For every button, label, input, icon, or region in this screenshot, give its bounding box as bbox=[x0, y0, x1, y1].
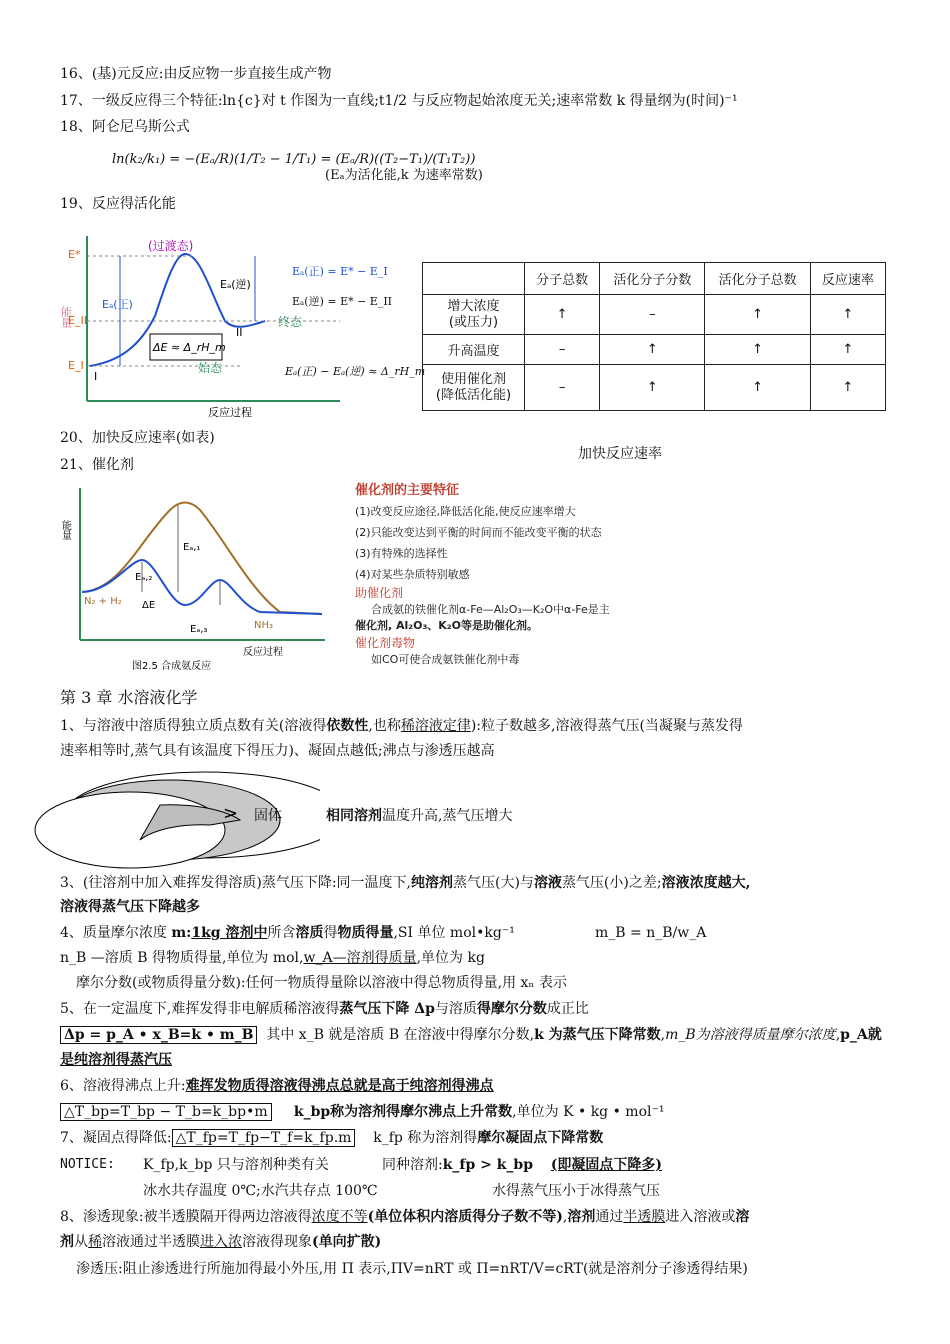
table-header-1: 分子总数 bbox=[524, 263, 599, 295]
table-cell: – bbox=[600, 295, 705, 335]
para-5-formula: Δp = p_A • x_B=k • m_B 其中 x_B 就是溶质 B 在溶液中得摩尔分数,k 为蒸气压下降常数,m_B为溶液得质量摩尔浓度,p_A就 bbox=[60, 1025, 882, 1045]
chapter-title: 第 3 章 水溶液化学 bbox=[60, 688, 198, 707]
ea1-label: Eₐ,₁ bbox=[183, 542, 201, 553]
transition-label: (过渡态) bbox=[148, 239, 194, 253]
para-3: 3、(往溶剂中加入难挥发得溶质)蒸气压下降:同一温度下,纯溶剂蒸气压(大)与溶液蒸气压(小)之差;溶液浓度越大, bbox=[60, 875, 751, 891]
table-header-2: 活化分子分数 bbox=[600, 263, 705, 295]
catalyst-features bbox=[355, 480, 610, 668]
product-label: NH₃ bbox=[254, 620, 274, 631]
para-6: 6、溶液得沸点上升:难挥发物质得溶液得沸点总就是高于纯溶剂得沸点 bbox=[60, 1078, 494, 1094]
e-ii-label: E_II bbox=[68, 314, 87, 327]
poison-text: 如CO可使合成氨铁催化剂中毒 bbox=[371, 653, 520, 666]
molality-formula: m_B = n_B/w_A bbox=[595, 925, 707, 941]
table-cell: ↑ bbox=[705, 365, 810, 411]
eq-ea-forward: Eₐ(正) = E* − E_I bbox=[292, 265, 388, 278]
notice-3: 冰水共存温度 0℃;水汽共存点 100℃ bbox=[143, 1183, 378, 1199]
poison-title: 催化剂毒物 bbox=[355, 636, 416, 650]
mole-fraction-def: 摩尔分数(或物质得量分数):任何一物质得量除以溶液中得总物质得量,用 xₙ 表示 bbox=[76, 975, 567, 991]
notice-2: 同种溶剂:k_fp > k_bp (即凝固点下降多) bbox=[382, 1157, 663, 1173]
cat-ylabel: 能量 bbox=[60, 520, 71, 540]
delta-label: ΔE ≈ Δ_rH_m bbox=[153, 341, 226, 354]
arrhenius-formula: ln(k₂/k₁) = −(Eₐ/R)(1/T₂ − 1/T₁) = (Eₐ/R)((T₂−T₁)/(T₁T₂)) bbox=[112, 152, 476, 167]
table-header-0 bbox=[423, 263, 525, 295]
feature-3: (3)有特殊的选择性 bbox=[355, 547, 448, 560]
e-star-label: E* bbox=[68, 248, 81, 261]
cat-caption: 图2.5 合成氨反应 bbox=[132, 661, 212, 672]
arrhenius-note: (Eₐ为活化能,k 为速率常数) bbox=[325, 168, 483, 183]
solid-label: 固体 bbox=[254, 808, 282, 824]
svg-text:>: > bbox=[223, 803, 239, 824]
item-19: 19、反应得活化能 bbox=[60, 196, 176, 212]
para-4: 4、质量摩尔浓度 m:1kg 溶剂中所含溶质得物质得量,SI 单位 mol•kg⁻¹ bbox=[60, 925, 515, 941]
notice-4: 水得蒸气压小于冰得蒸气压 bbox=[492, 1183, 660, 1199]
delta-e-label: ΔE bbox=[142, 600, 156, 611]
para-7: 7、凝固点得降低: △T_fp=T_fp−T_f=k_fp.m k_fp 称为溶剂得摩尔凝固点下降常数 bbox=[60, 1130, 604, 1146]
para-1: 1、与溶液中溶质得独立质点数有关(溶液得依数性,也称稀溶液定律):粒子数越多,溶液得蒸气压(当凝聚与蒸发得 bbox=[60, 718, 743, 734]
ea-reverse-label: Eₐ(逆) bbox=[220, 278, 251, 291]
notice-1: K_fp,k_bp 只与溶剂种类有关 bbox=[143, 1157, 329, 1173]
para-8-cont: 剂从稀溶液通过半透膜进入浓溶液得现象(单向扩散) bbox=[60, 1234, 382, 1250]
item-16: 16、(基)元反应:由反应物一步直接生成产物 bbox=[60, 66, 332, 82]
para-1-cont: 速率相等时,蒸气具有该温度下得压力)、凝固点越低;沸点与渗透压越高 bbox=[60, 743, 495, 759]
para-6-formula: △T_bp=T_bp − T_b=k_bp•m k_bp称为溶剂得摩尔沸点上升常数,单位为 K • kg • mol⁻¹ bbox=[60, 1102, 664, 1122]
roman-ii-label: II bbox=[236, 326, 243, 339]
final-state-label: 终态 bbox=[278, 315, 303, 329]
table-cell: ↑ bbox=[810, 335, 885, 365]
table-cell: – bbox=[524, 365, 599, 411]
ea3-label: Eₐ,₃ bbox=[190, 624, 208, 635]
table-header-3: 活化分子总数 bbox=[705, 263, 810, 295]
table-header-4: 反应速率 bbox=[810, 263, 885, 295]
item-21: 21、催化剂 bbox=[60, 457, 134, 473]
para-8: 8、渗透现象:被半透膜隔开得两边溶液得浓度不等(单位体积内溶质得分子数不等),溶剂通过半透膜进入溶液或溶 bbox=[60, 1209, 750, 1225]
table-cell: ↑ bbox=[705, 335, 810, 365]
table-cell: 增大浓度 (或压力) bbox=[423, 295, 525, 335]
promoter-title: 助催化剂 bbox=[355, 586, 404, 600]
roman-i-label: I bbox=[94, 370, 98, 383]
osmotic-pressure: 渗透压:阻止渗透进行所施加得最小外压,用 Π 表示,ΠV=nRT 或 Π=nRT/V=cRT(就是溶剂分子渗透得结果) bbox=[76, 1261, 748, 1277]
features-title: 催化剂的主要特征 bbox=[355, 483, 460, 498]
table-cell: ↑ bbox=[600, 335, 705, 365]
ea2-label: Eₐ,₂ bbox=[135, 572, 153, 583]
initial-state-label: 始态 bbox=[198, 361, 223, 375]
para-5: 5、在一定温度下,难挥发得非电解质稀溶液得蒸气压下降 Δp与溶质得摩尔分数成正比 bbox=[60, 1001, 589, 1017]
table-cell: ↑ bbox=[810, 365, 885, 411]
same-solvent-note: 相同溶剂温度升高,蒸气压增大 bbox=[326, 808, 513, 824]
reactants-label: N₂ + H₂ bbox=[84, 596, 122, 607]
eq-ea-reverse: Eₐ(逆) = E* − E_II bbox=[292, 295, 393, 308]
ea-forward-label: Eₐ(正) bbox=[102, 298, 133, 311]
table-cell: ↑ bbox=[810, 295, 885, 335]
para-4-nb: n_B —溶质 B 得物质得量,单位为 mol,w_A—溶剂得质量,单位为 kg bbox=[60, 950, 485, 966]
activation-energy-diagram bbox=[60, 226, 415, 422]
cat-xlabel: 反应过程 bbox=[243, 647, 283, 658]
eq-ea-difference: Eₐ(正) − Eₐ(逆) ≈ Δ_rH_m bbox=[285, 365, 426, 378]
catalyst-diagram bbox=[60, 480, 345, 675]
feature-1: (1)改变反应途径,降低活化能,使反应速率增大 bbox=[355, 505, 576, 518]
feature-2: (2)只能改变达到平衡的时间而不能改变平衡的状态 bbox=[355, 526, 602, 539]
item-18: 18、阿仑尼乌斯公式 bbox=[60, 119, 190, 135]
para-3-cont: 溶液得蒸气压下降越多 bbox=[60, 899, 200, 915]
table-caption: 加快反应速率 bbox=[578, 446, 662, 462]
notice-label: NOTICE: bbox=[60, 1157, 115, 1172]
table-cell: – bbox=[524, 335, 599, 365]
table-cell: ↑ bbox=[600, 365, 705, 411]
energy-ylabel: 能量 bbox=[60, 306, 73, 328]
item-20: 20、加快反应速率(如表) bbox=[60, 430, 215, 446]
table-cell: 升高温度 bbox=[423, 335, 525, 365]
item-17: 17、一级反应得三个特征:ln{c}对 t 作图为一直线;t1/2 与反应物起始浓度无关;速率常数 k 得量纲为(时间)⁻¹ bbox=[60, 93, 738, 109]
table-cell: ↑ bbox=[524, 295, 599, 335]
energy-xlabel: 反应过程 bbox=[208, 406, 252, 419]
rate-table bbox=[422, 262, 886, 411]
table-cell: ↑ bbox=[705, 295, 810, 335]
e-i-label: E_I bbox=[68, 359, 84, 372]
promoter-text-1: 合成氨的铁催化剂α-Fe—Al₂O₃—K₂O中α-Fe是主 bbox=[371, 603, 610, 616]
para-5-cont: 是纯溶剂得蒸汽压 bbox=[60, 1052, 172, 1068]
table-cell: 使用催化剂 (降低活化能) bbox=[423, 365, 525, 411]
promoter-text-2: 催化剂, Al₂O₃、K₂O等是助催化剂。 bbox=[355, 619, 538, 632]
feature-4: (4)对某些杂质特别敏感 bbox=[355, 568, 470, 581]
